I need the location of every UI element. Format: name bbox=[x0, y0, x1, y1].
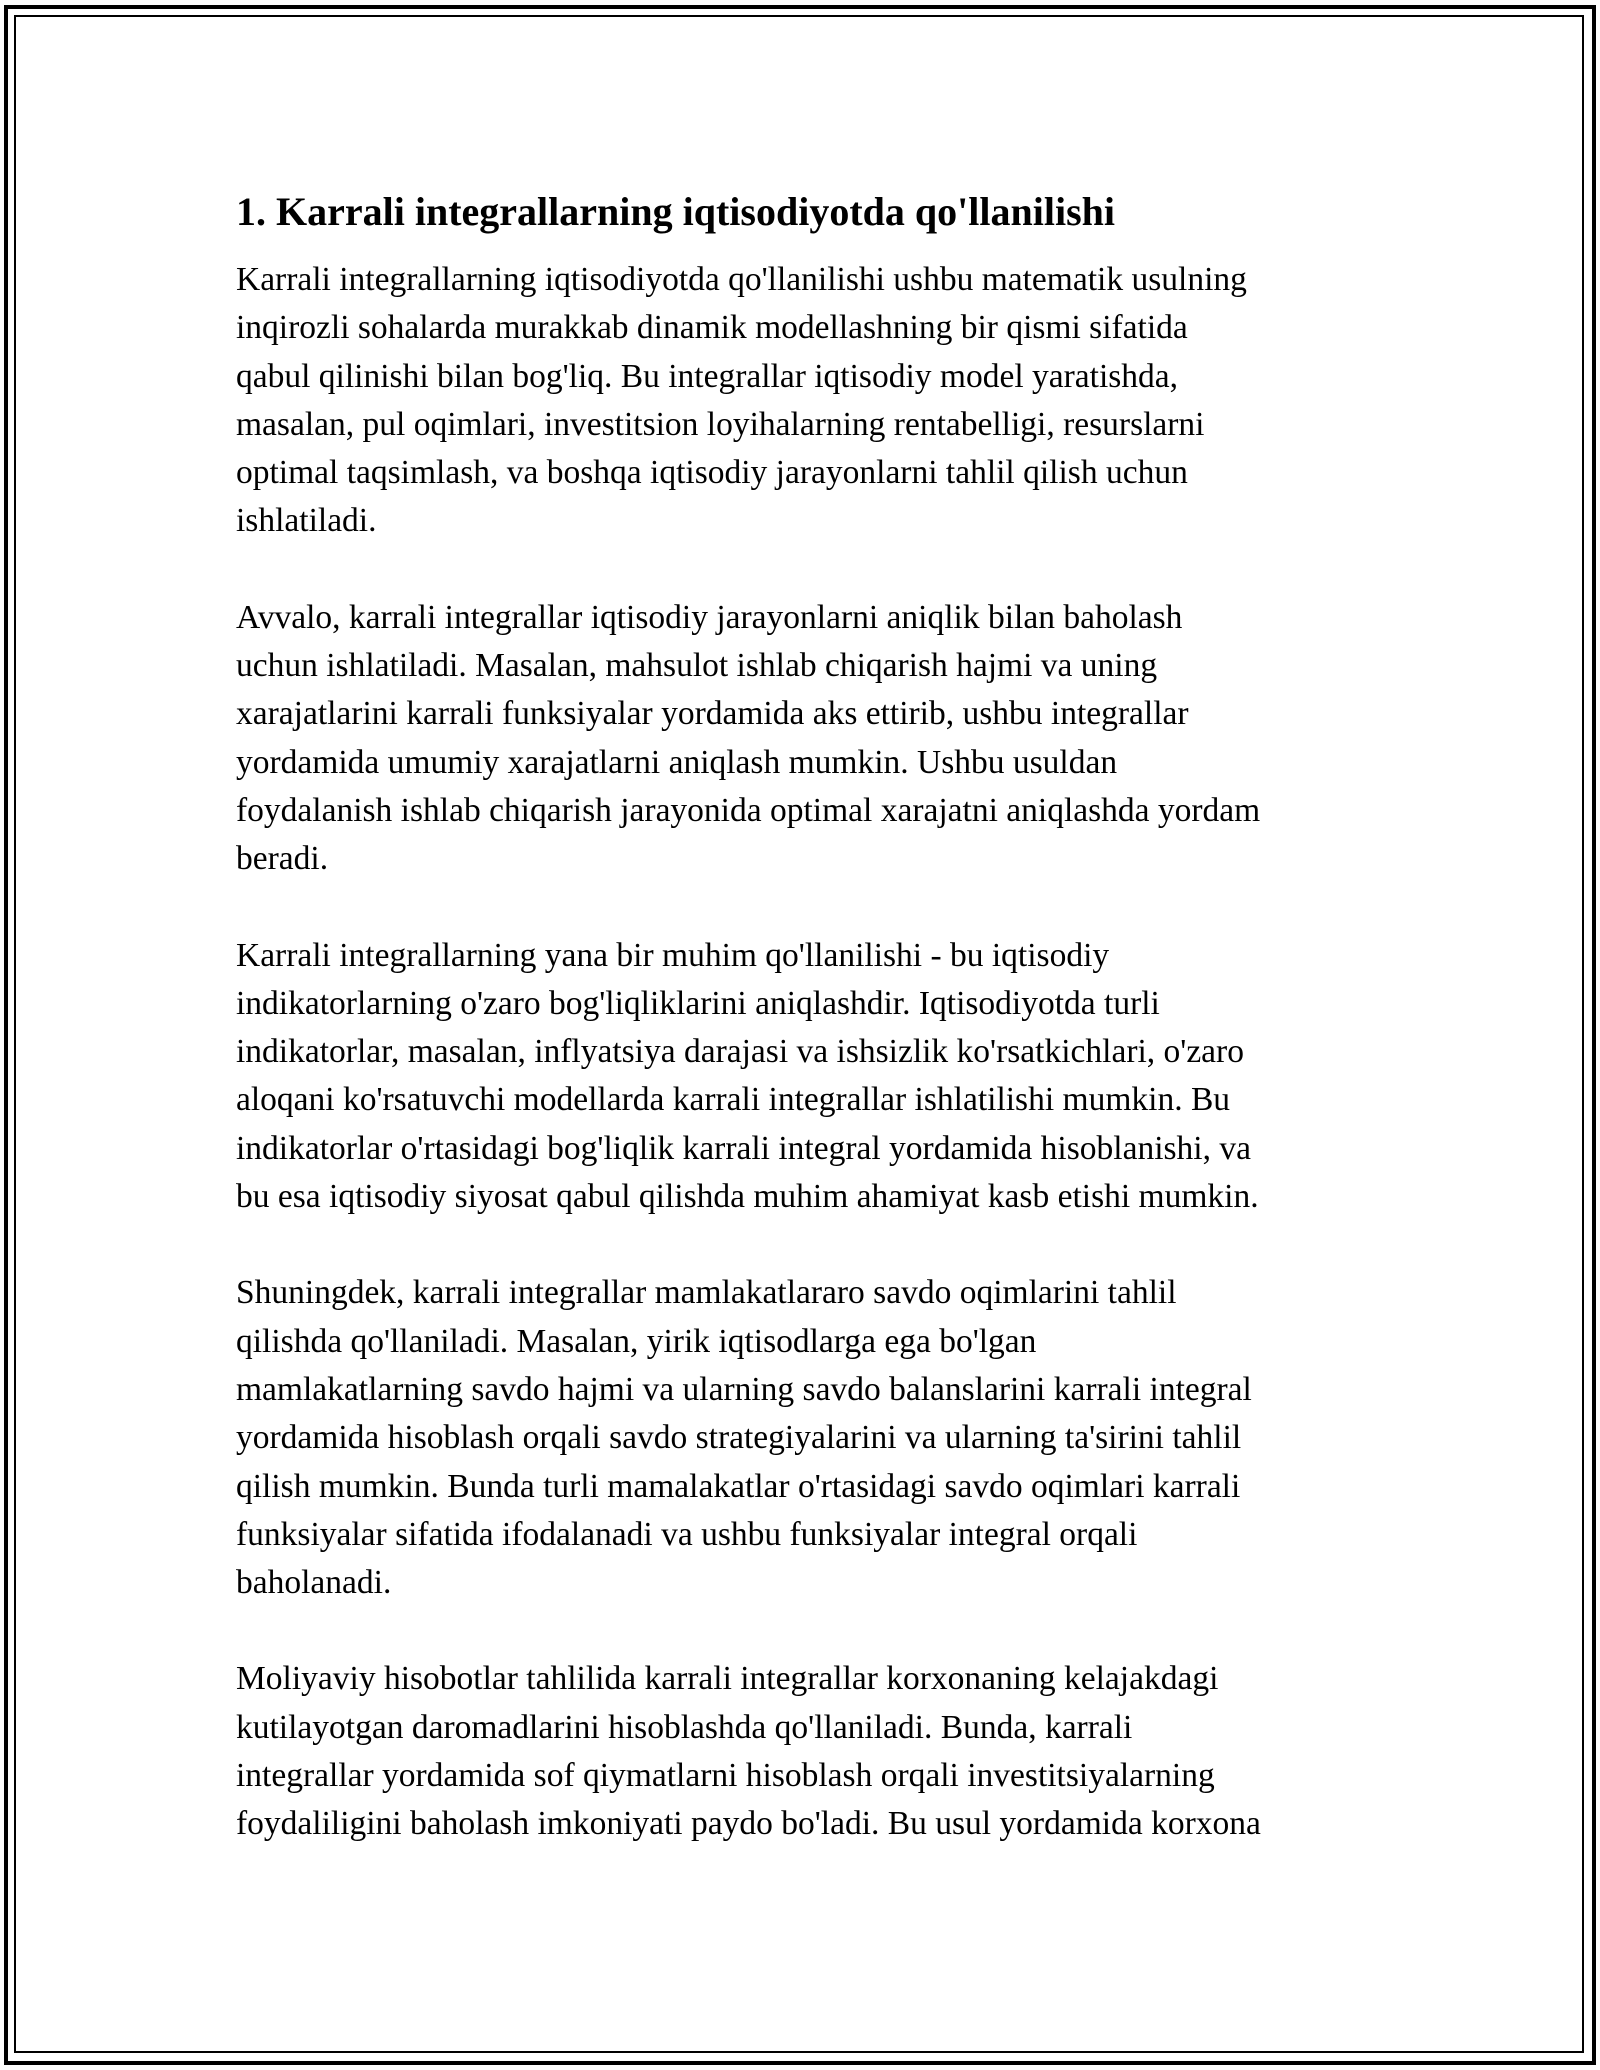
page-title: 1. Karrali integrallarning iqtisodiyotda qo'llanilishi bbox=[236, 189, 1116, 234]
paragraph-4: Shuningdek, karrali integrallar mamlakatlararo savdo oqimlarini tahlil qilishda qo'llaniladi. Masalan, yirik iqtisodlarga ega bo'lgan mamlakatlarning savdo hajmi va ularning savdo balanslarini karrali integral yordamida hisoblash orqali savdo strategiyalarini va ularning ta'sirini tahlil qilish mumkin. Bunda turli mamalakatlar o'rtasidagi savdo oqimlari karrali funksiyalar sifatida ifodalanadi va ushbu funksiyalar integral orqali baholanadi. bbox=[236, 1274, 1252, 1602]
paragraph-2: Avvalo, karrali integrallar iqtisodiy jarayonlarni aniqlik bilan baholash uchun ishlatiladi. Masalan, mahsulot ishlab chiqarish hajmi va uning xarajatlarini karrali funksiyalar yordamida aks ettirib, ushbu integrallar yordamida umumiy xarajatlarni aniqlash mumkin. Ushbu usuldan foydalanish ishlab chiqarish jarayonida optimal xarajatni aniqlashda yordam beradi. bbox=[236, 598, 1261, 878]
paragraph-3: Karrali integrallarning yana bir muhim qo'llanilishi - bu iqtisodiy indikatorlarning o'zaro bog'liqliklarini aniqlashdir. Iqtisodiyotda turli indikatorlar, masalan, inflyatsiya darajasi va ishsizlik ko'rsatkichlari, o'zaro aloqani ko'rsatuvchi modellarda karrali integrallar ishlatilishi mumkin. Bu indikatorlar o'rtasidagi bog'liqlik karrali integral yordamida hisoblanishi, va bu esa iqtisodiy siyosat qabul qilishda muhim ahamiyat kasb etishi mumkin. bbox=[236, 936, 1259, 1216]
document-body bbox=[236, 186, 1366, 1897]
paragraph-5: Moliyaviy hisobotlar tahlilida karrali integrallar korxonaning kelajakdagi kutilayotgan daromadlarini hisoblashda qo'llaniladi. Bunda, karrali integrallar yordamida sof qiymatlarni hisoblash orqali investitsiyalarning foydaliligini baholash imkoniyati paydo bo'ladi. Bu usul yordamida korxona bbox=[236, 1660, 1261, 1843]
paragraph-1: Karrali integrallarning iqtisodiyotda qo'llanilishi ushbu matematik usulning inqirozli sohalarda murakkab dinamik modellashning bir qismi sifatida qabul qilinishi bilan bog'liq. Bu integrallar iqtisodiy model yaratishda, masalan, pul oqimlari, investitsion loyihalarning rentabelligi, resurslarni optimal taqsimlash, va boshqa iqtisodiy jarayonlarni tahlil qilish uchun ishlatiladi. bbox=[236, 261, 1247, 540]
